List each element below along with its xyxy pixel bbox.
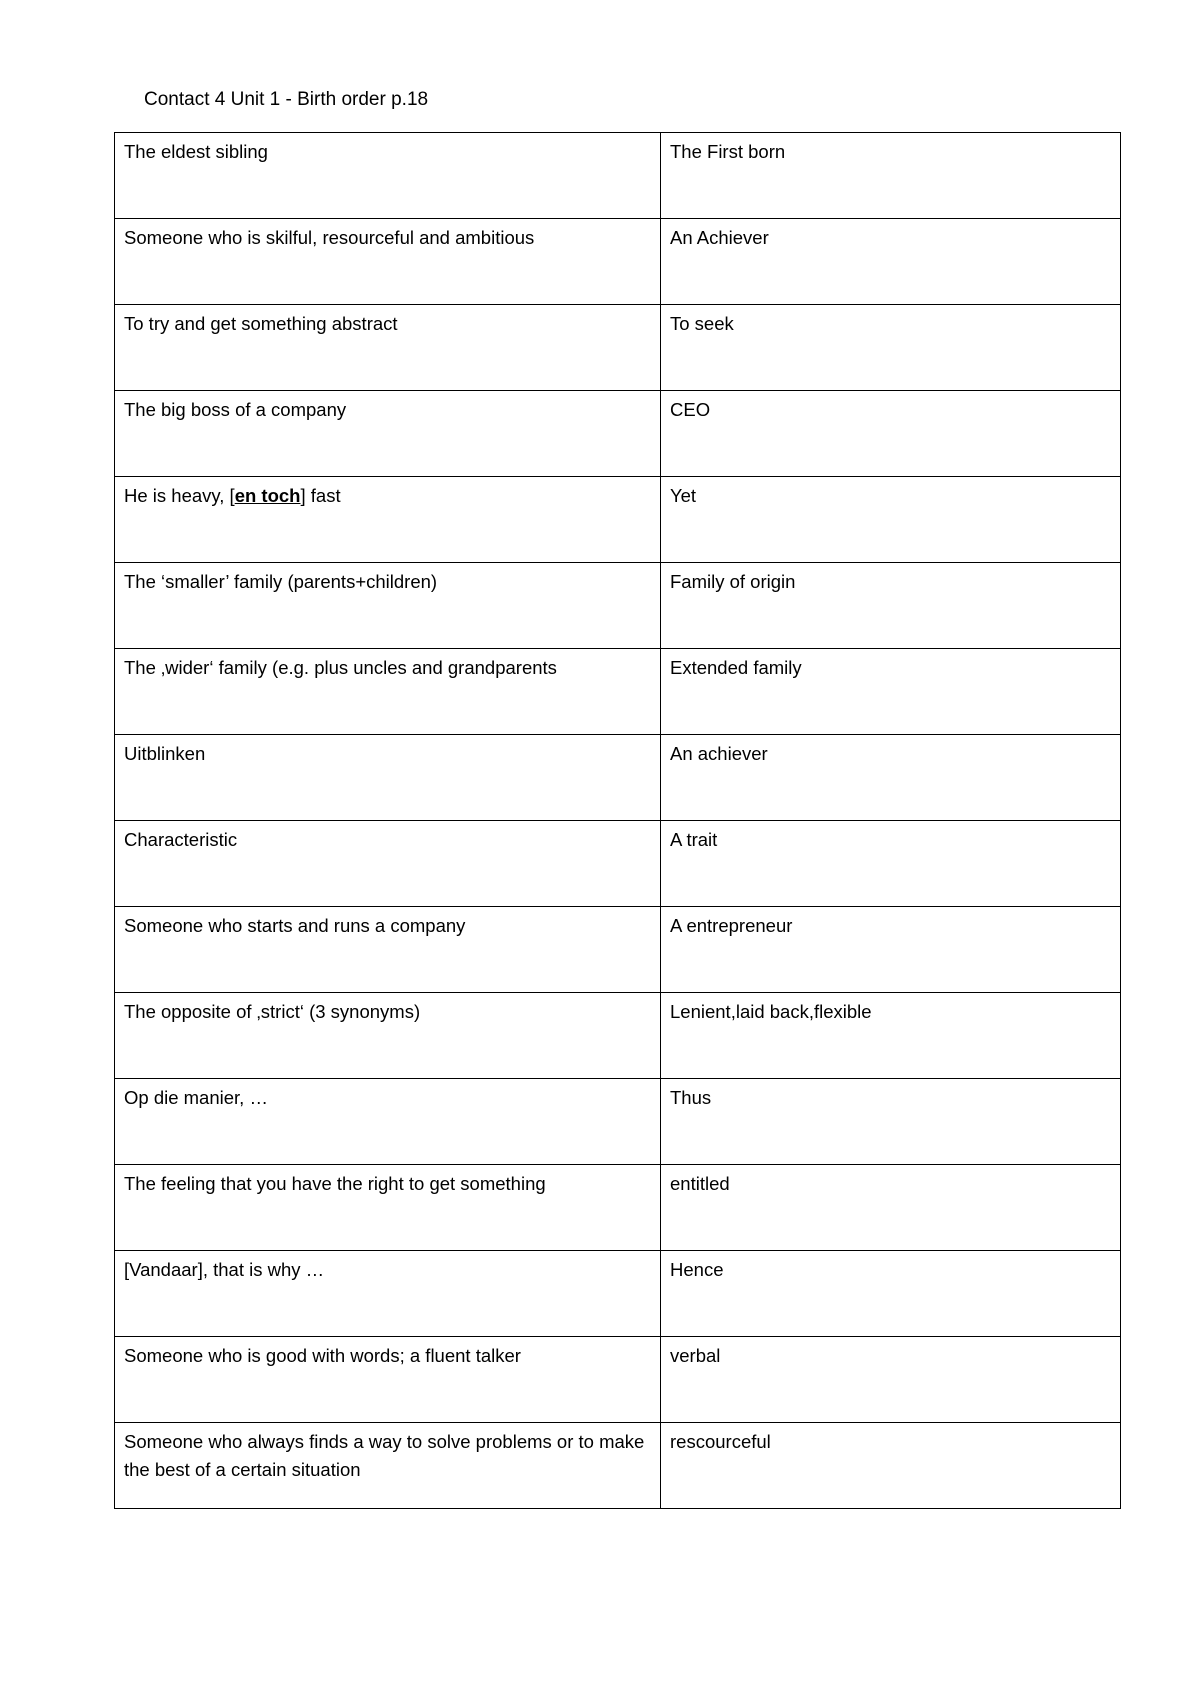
table-row [115,305,1121,391]
definition-text-suffix: ] fast [300,485,341,506]
term-cell: CEO [661,391,1121,477]
table-row [115,735,1121,821]
definition-text-prefix: He is heavy, [ [124,485,235,506]
term-cell: To seek [661,305,1121,391]
emphasized-dutch-term: en toch [234,485,301,506]
table-row [115,1337,1121,1423]
table-row [115,391,1121,477]
definition-cell: The ‚wider‘ family (e.g. plus uncles and grandparents [115,649,661,735]
term-cell: rescourceful [661,1423,1121,1509]
term-cell: Hence [661,1251,1121,1337]
table-row [115,907,1121,993]
table-row [115,133,1121,219]
term-cell: Family of origin [661,563,1121,649]
term-cell: Extended family [661,649,1121,735]
definition-cell: The eldest sibling [115,133,661,219]
definition-cell: The feeling that you have the right to get something [115,1165,661,1251]
definition-cell: Someone who always finds a way to solve problems or to make the best of a certain situation [115,1423,661,1509]
term-cell: Thus [661,1079,1121,1165]
table-row [115,563,1121,649]
definition-cell: Someone who starts and runs a company [115,907,661,993]
term-cell: A trait [661,821,1121,907]
definition-cell: Someone who is good with words; a fluent talker [115,1337,661,1423]
table-row [115,649,1121,735]
table-row [115,1423,1121,1509]
term-cell: entitled [661,1165,1121,1251]
definition-cell: Uitblinken [115,735,661,821]
definition-cell: Characteristic [115,821,661,907]
table-row [115,1251,1121,1337]
definition-cell: The big boss of a company [115,391,661,477]
table-row [115,1079,1121,1165]
definition-cell: To try and get something abstract [115,305,661,391]
term-cell: An Achiever [661,219,1121,305]
term-cell: An achiever [661,735,1121,821]
definition-cell: The opposite of ‚strict‘ (3 synonyms) [115,993,661,1079]
vocabulary-table [114,132,1121,1509]
term-cell: The First born [661,133,1121,219]
term-cell: Lenient,laid back,flexible [661,993,1121,1079]
term-cell: Yet [661,477,1121,563]
table-row [115,477,1121,563]
table-row [115,219,1121,305]
definition-cell: The ‘smaller’ family (parents+children) [115,563,661,649]
table-row [115,993,1121,1079]
table-row [115,821,1121,907]
definition-cell: [Vandaar], that is why … [115,1251,661,1337]
page-title: Contact 4 Unit 1 - Birth order p.18 [144,89,429,110]
definition-cell [115,477,661,563]
term-cell: A entrepreneur [661,907,1121,993]
definition-cell: Someone who is skilful, resourceful and ambitious [115,219,661,305]
table-row [115,1165,1121,1251]
term-cell: verbal [661,1337,1121,1423]
definition-cell: Op die manier, … [115,1079,661,1165]
